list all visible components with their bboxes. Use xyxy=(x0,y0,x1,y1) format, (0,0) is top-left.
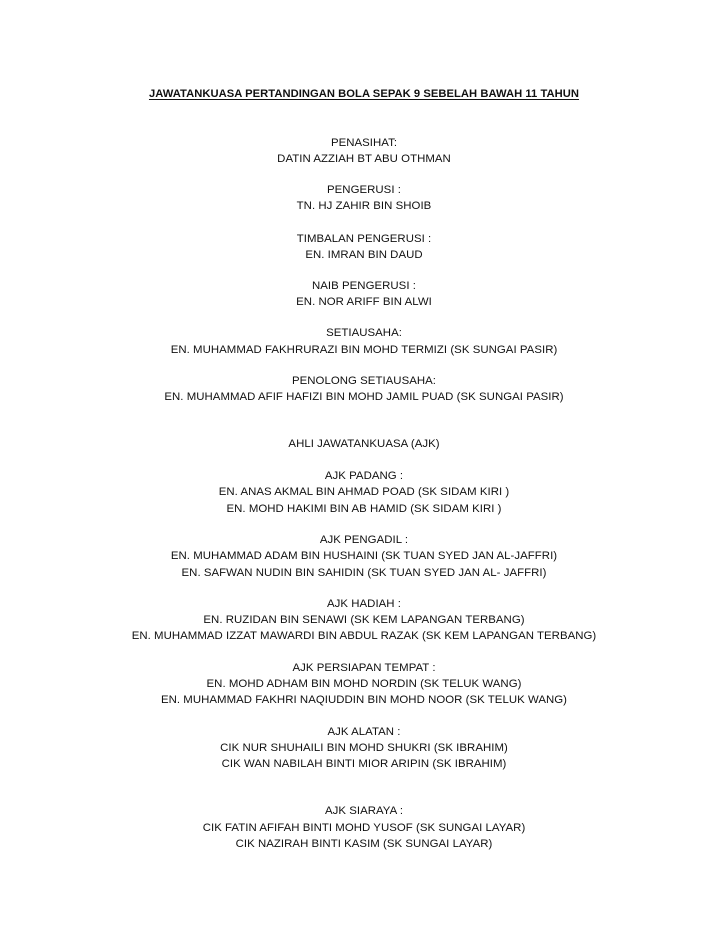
naib-pengerusi-name: EN. NOR ARIFF BIN ALWI xyxy=(296,296,432,308)
ajk-siaraya-member: CIK NAZIRAH BINTI KASIM (SK SUNGAI LAYAR) xyxy=(235,838,493,850)
ajk-persiapan-tempat-member: EN. MOHD ADHAM BIN MOHD NORDIN (SK TELUK WANG) xyxy=(206,678,522,690)
penasihat-heading: PENASIHAT: xyxy=(330,137,398,149)
ajk-hadiah-member: EN. RUZIDAN BIN SENAWI (SK KEM LAPANGAN TERBANG) xyxy=(203,614,525,626)
setiausaha-heading: SETIAUSAHA: xyxy=(326,327,402,339)
ajk-padang-member: EN. ANAS AKMAL BIN AHMAD POAD (SK SIDAM KIRI ) xyxy=(218,486,510,498)
ajk-hadiah-heading: AJK HADIAH : xyxy=(326,598,402,610)
ajk-pengadil-member: EN. MUHAMMAD ADAM BIN HUSHAINI (SK TUAN SYED JAN AL-JAFFRI) xyxy=(170,550,558,562)
ajk-alatan-member: CIK WAN NABILAH BINTI MIOR ARIPIN (SK IBRAHIM) xyxy=(221,758,507,770)
ajk-siaraya-member: CIK FATIN AFIFAH BINTI MOHD YUSOF (SK SUNGAI LAYAR) xyxy=(202,822,526,834)
pengerusi-heading: PENGERUSI : xyxy=(327,184,401,196)
ajk-persiapan-tempat-heading: AJK PERSIAPAN TEMPAT : xyxy=(292,662,436,674)
penolong-setiausaha-name: EN. MUHAMMAD AFIF HAFIZI BIN MOHD JAMIL PUAD (SK SUNGAI PASIR) xyxy=(164,391,564,403)
ajk-padang-heading: AJK PADANG : xyxy=(324,470,404,482)
naib-pengerusi-heading: NAIB PENGERUSI : xyxy=(312,280,416,292)
ajk-persiapan-tempat-member: EN. MUHAMMAD FAKHRI NAQIUDDIN BIN MOHD NOOR (SK TELUK WANG) xyxy=(160,694,568,706)
ajk-alatan-member: CIK NUR SHUHAILI BIN MOHD SHUKRI (SK IBRAHIM) xyxy=(220,742,508,754)
timbalan-pengerusi-name: EN. IMRAN BIN DAUD xyxy=(305,249,423,261)
document-title: JAWATANKUASA PERTANDINGAN BOLA SEPAK 9 SEBELAH BAWAH 11 TAHUN xyxy=(148,88,580,100)
ajk-hadiah-member: EN. MUHAMMAD IZZAT MAWARDI BIN ABDUL RAZAK (SK KEM LAPANGAN TERBANG) xyxy=(131,630,597,642)
ajk-padang-member: EN. MOHD HAKIMI BIN AB HAMID (SK SIDAM KIRI ) xyxy=(226,503,502,515)
ajk-siaraya-heading: AJK SIARAYA : xyxy=(324,805,404,817)
ajk-heading: AHLI JAWATANKUASA (AJK) xyxy=(288,438,440,450)
pengerusi-name: TN. HJ ZAHIR BIN SHOIB xyxy=(296,200,432,212)
penasihat-name: DATIN AZZIAH BT ABU OTHMAN xyxy=(277,153,451,165)
ajk-pengadil-member: EN. SAFWAN NUDIN BIN SAHIDIN (SK TUAN SYED JAN AL- JAFFRI) xyxy=(181,567,547,579)
penolong-setiausaha-heading: PENOLONG SETIAUSAHA: xyxy=(291,375,437,387)
ajk-alatan-heading: AJK ALATAN : xyxy=(327,726,401,738)
ajk-pengadil-heading: AJK PENGADIL : xyxy=(319,534,409,546)
setiausaha-name: EN. MUHAMMAD FAKHRURAZI BIN MOHD TERMIZI (SK SUNGAI PASIR) xyxy=(170,344,558,356)
timbalan-pengerusi-heading: TIMBALAN PENGERUSI : xyxy=(296,233,432,245)
